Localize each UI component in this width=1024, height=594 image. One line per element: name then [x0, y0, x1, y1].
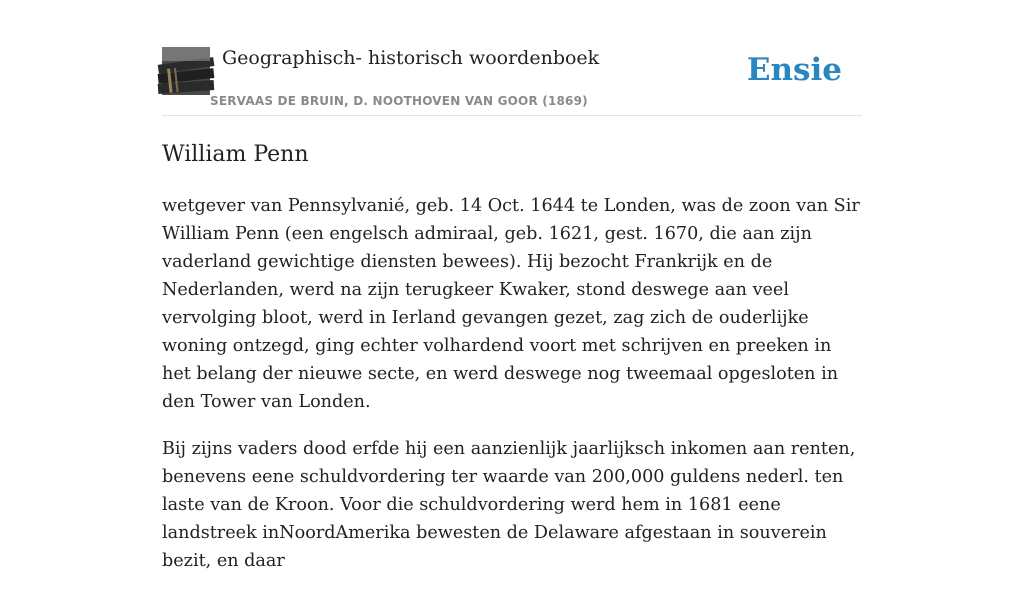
- entry-body: [162, 192, 862, 594]
- book-authors: SERVAAS DE BRUIN, D. NOOTHOVEN VAN GOOR (1869): [210, 94, 588, 108]
- entry-paragraph: Bij zijns vaders dood erfde hij een aanzienlijk jaarlijksch inkomen aan renten, benevens eene schuldvordering ter waarde van 200,000 guldens nederl. ten laste van de Kroon. Voor die schuldvordering werd hem in 1681 eene landstreek inNoordAmerika bewesten de Delaware afgestaan in souverein bezit, en daar: [162, 439, 856, 571]
- entry-paragraph: wetgever van Pennsylvanié, geb. 14 Oct. 1644 te Londen, was de zoon van Sir William Penn (een engelsch admiraal, geb. 1621, gest. 1670, die aan zijn vaderland gewichtige diensten bewees). Hij bezocht Frankrijk en de Nederlanden, werd na zijn terugkeer Kwaker, stond deswege aan veel vervolging bloot, werd in Ierland gevangen gezet, zag zich de ouderlijke woning ontzegd, ging echter volhardend voort met schrijven en preeken in het belang der nieuwe secte, en werd deswege nog tweemaal opgesloten in den Tower van Londen.: [162, 196, 860, 412]
- book-stack-icon: [162, 47, 210, 95]
- book-title[interactable]: Geographisch- historisch woordenboek: [222, 47, 600, 69]
- ensie-logo-link[interactable]: Ensie: [746, 52, 842, 88]
- book-header: [162, 0, 862, 116]
- book-cover-avatar[interactable]: [162, 47, 210, 95]
- entry-title: William Penn: [162, 142, 309, 167]
